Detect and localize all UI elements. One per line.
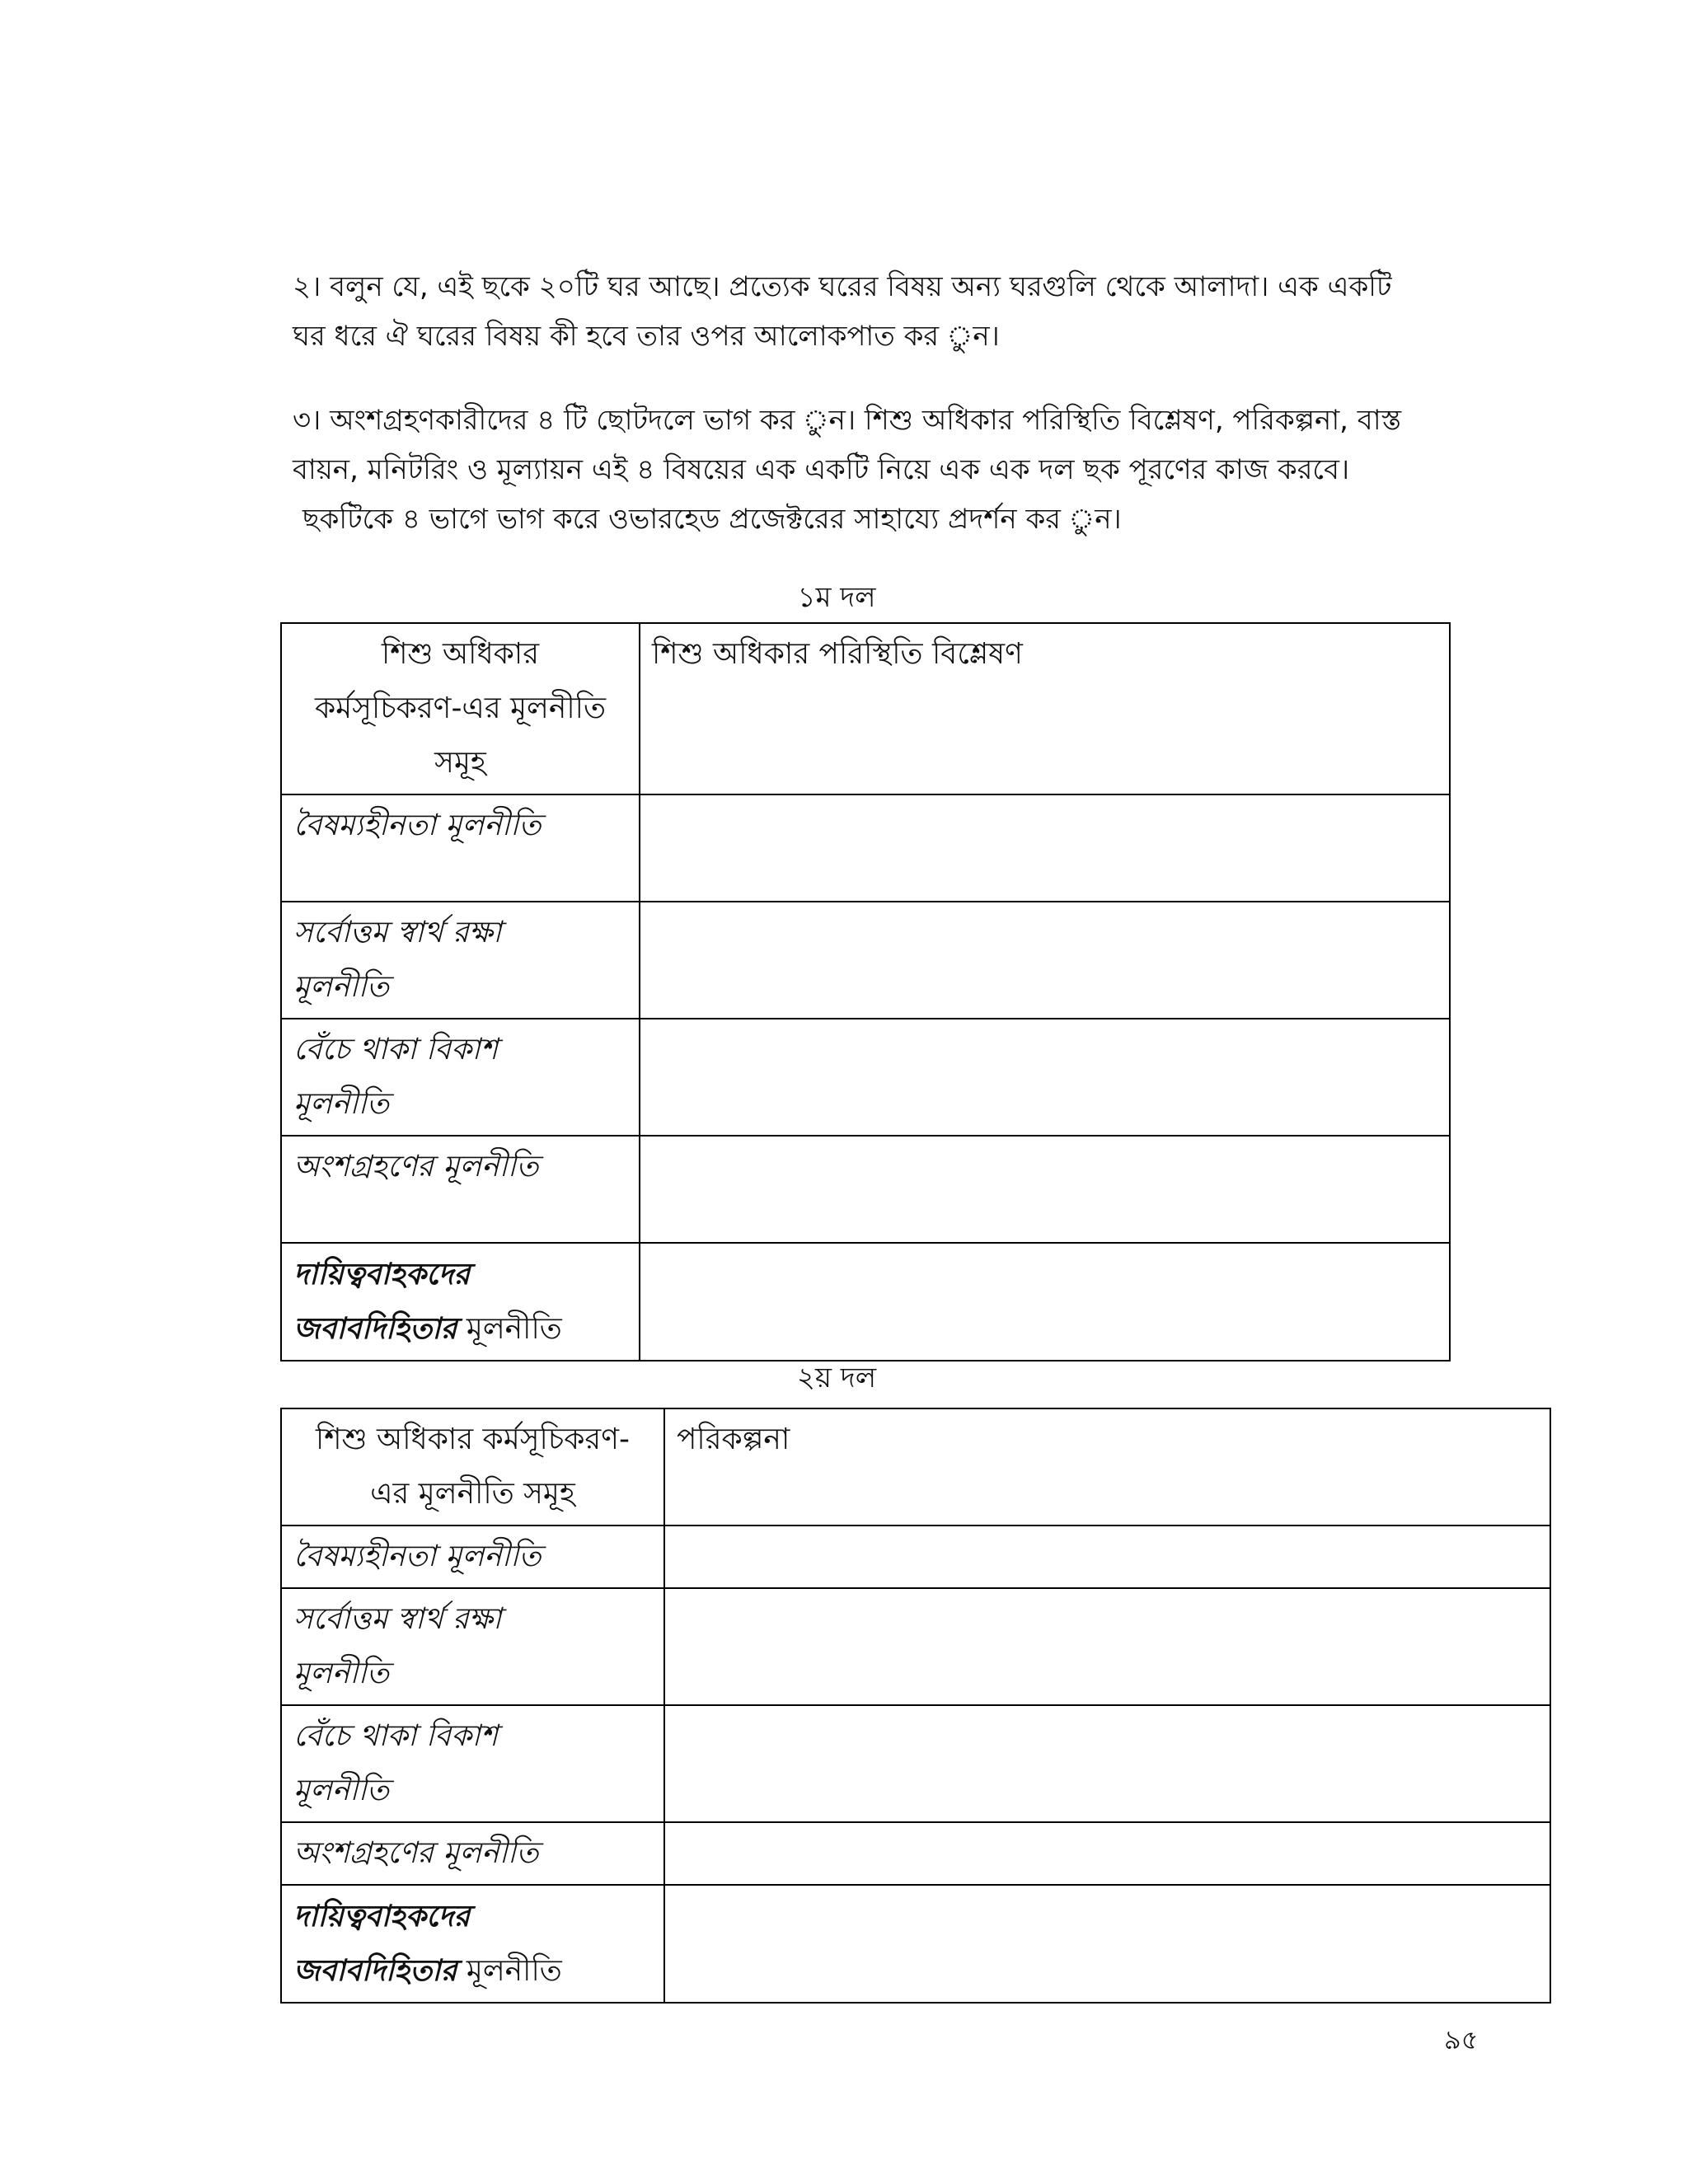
table-row [281,1885,1550,2003]
principle-cell [281,1705,664,1822]
answer-cell[interactable] [640,1136,1450,1243]
principle-label: মূলনীতি [293,1657,389,1690]
principle-cell [281,1822,664,1885]
table-row [281,1019,1450,1136]
answer-cell[interactable] [640,794,1450,902]
principle-label: বৈষম্যহীনতা মূলনীতি [293,808,542,842]
principle-label-rest: মূলনীতি [457,1312,562,1346]
principle-label: মূলনীতি [293,1774,389,1807]
principle-label-bold: জবাবদিহিতার [293,1953,457,1988]
table-row [281,1588,1550,1705]
answer-cell[interactable] [664,1885,1550,2003]
table-row [281,902,1450,1019]
principle-label: সর্বোত্তম স্বার্থ রক্ষা [293,1602,502,1636]
principle-label: মূলনীতি [293,1087,389,1121]
group-2-table [280,1408,1551,2004]
principle-cell [281,1885,664,2003]
instruction-2-line-1: ২। বলুন যে, এই ছকে ২০টি ঘর আছে। প্রত্যেক ঘরের বিষয় অন্য ঘরগুলি থেকে আলাদা। এক একটি [293,270,1392,303]
table-row [281,1243,1450,1361]
page-number: ৯৫ [1444,2024,1479,2055]
topic-header-cell: শিশু অধিকার পরিস্থিতি বিশ্লেষণ [640,623,1450,794]
principle-label: দায়িত্ববাহকদের [293,1257,471,1291]
principle-label [293,1943,652,1999]
principle-label [293,1301,627,1357]
principle-cell [281,1136,640,1243]
principle-label-rest: মূলনীতি [457,1954,562,1988]
principle-label: দায়িত্ববাহকদের [293,1899,471,1933]
group-2-title: ২য় দল [796,1361,877,1394]
principle-label: অংশগ্রহণের মূলনীতি [293,1150,539,1183]
principle-label: বেঁচে থাকা বিকাশ [293,1033,499,1066]
group-1-table [280,622,1451,1361]
answer-cell[interactable] [640,902,1450,1019]
table-header-row [281,623,1450,794]
instruction-paragraph-2 [293,262,1512,361]
answer-cell[interactable] [664,1705,1550,1822]
instruction-3-line-1: ৩। অংশগ্রহণকারীদের ৪ টি ছোটদলে ভাগ কর ুন। শিশু অধিকার পরিস্থিতি বিশ্লেষণ, পরিকল্পনা, বাস্ত [293,404,1402,437]
instruction-paragraph-3 [293,396,1512,544]
principle-label: বৈষম্যহীনতা মূলনীতি [293,1540,542,1573]
answer-cell[interactable] [664,1588,1550,1705]
table-row [281,1136,1450,1243]
principle-cell [281,794,640,902]
instruction-3-line-2: বায়ন, মনিটরিং ও মূল্যায়ন এই ৪ বিষয়ের এক একটি নিয়ে এক এক দল ছক পূরণের কাজ করবে। [293,453,1350,486]
principles-header-line: শিশু অধিকার কর্মসূচিকরণ- [316,1422,630,1456]
instruction-3-line-3: ছকটিকে ৪ ভাগে ভাগ করে ওভারহেড প্রজেক্টরের সাহায্যে প্রদর্শন কর ুন। [302,503,1122,536]
table-header-row [281,1408,1550,1526]
principles-header-line: কর্মসূচিকরণ-এর মূলনীতি [315,691,606,725]
principle-cell [281,1019,640,1136]
principle-cell [281,902,640,1019]
principle-label: মূলনীতি [293,970,389,1004]
table-row [281,794,1450,902]
principles-header-line: এর মূলনীতি সমূহ [370,1477,575,1511]
answer-cell[interactable] [640,1243,1450,1361]
principle-label: বেঁচে থাকা বিকাশ [293,1719,499,1753]
principle-label: সর্বোত্তম স্বার্থ রক্ষা [293,916,502,949]
answer-cell[interactable] [664,1526,1550,1588]
principles-header-cell [281,623,640,794]
principles-header-cell [281,1408,664,1526]
table-row [281,1526,1550,1588]
table-row [281,1705,1550,1822]
principle-cell [281,1588,664,1705]
principle-label: অংশগ্রহণের মূলনীতি [293,1836,539,1870]
answer-cell[interactable] [664,1822,1550,1885]
principles-header-line: শিশু অধিকার [381,637,540,671]
group-1-title: ১ম দল [797,581,876,614]
instruction-2-line-2: ঘর ধরে ঐ ঘরের বিষয় কী হবে তার ওপর আলোকপাত কর ুন। [293,320,1000,353]
answer-cell[interactable] [640,1019,1450,1136]
principle-cell [281,1243,640,1361]
principles-header-line: সমূহ [434,746,486,780]
table-row [281,1822,1550,1885]
principle-label-bold: জবাবদিহিতার [293,1311,457,1346]
topic-header-cell: পরিকল্পনা [664,1408,1550,1526]
principle-cell [281,1526,664,1588]
